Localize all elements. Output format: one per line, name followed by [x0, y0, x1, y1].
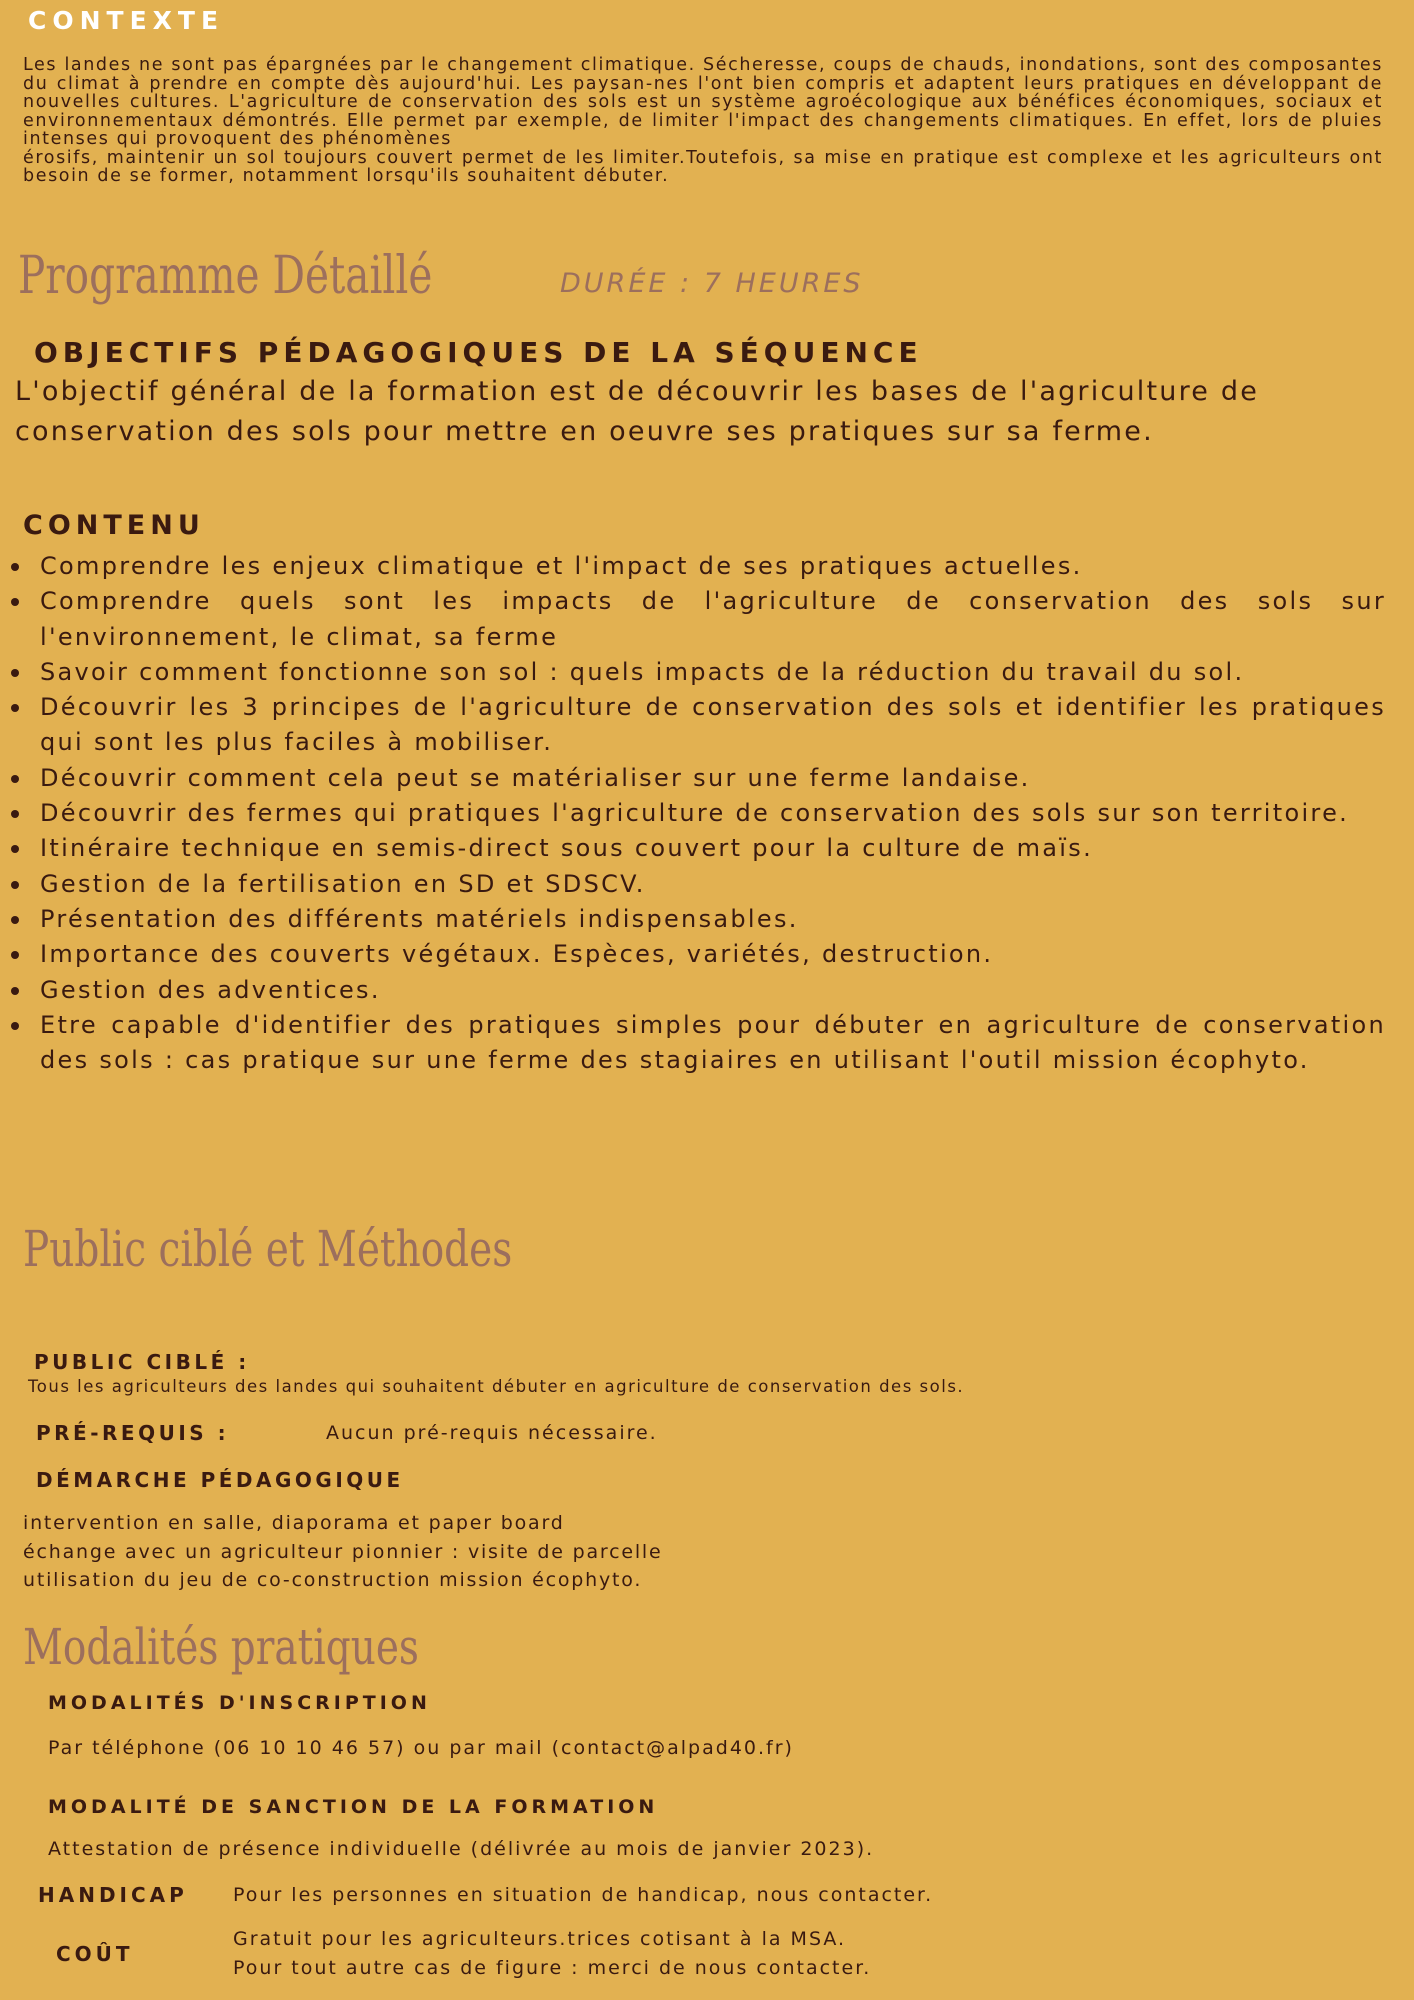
practical-terms-title: Modalités pratiques [23, 1618, 419, 1676]
list-item: Découvrir comment cela peut se matérialiser sur une ferme landaise. [40, 761, 1386, 796]
list-item: Itinéraire technique en semis-direct sous couvert pour la culture de maïs. [40, 831, 1386, 866]
cost-line: Gratuit pour les agriculteurs.trices cotisant à la MSA. [233, 1928, 847, 1950]
content-list [0, 549, 1386, 1078]
registration-label: MODALITÉS D'INSCRIPTION [48, 1692, 431, 1714]
contexte-paragraph-1: Les landes ne sont pas épargnées par le changement climatique. Sécheresse, coups de chauds, inondations, sont des composantes du climat à prendre en compte dès aujourd'hui. Les paysan-nes l'ont bien compris et adaptent leurs pratiques en développant de nouvelles cultures. L'agriculture de conservation des sols est un système agroécologique aux bénéfices économiques, sociaux et environnementaux démontrés. Elle permet par exemple, de limiter l'impact des changements climatiques. En effet, lors de pluies intenses qui provoquent des phénomènes [23, 55, 1383, 149]
list-item: Comprendre les enjeux climatique et l'impact de ses pratiques actuelles. [40, 549, 1386, 584]
registration-text: Par téléphone (06 10 10 46 57) ou par mail (contact@alpad40.fr) [48, 1737, 794, 1759]
contexte-paragraph-2: érosifs, maintenir un sol toujours couvert permet de les limiter.Toutefois, sa mise en pratique est complexe et les agriculteurs ont besoin de se former, notamment lorsqu'ils souhaitent débuter. [23, 147, 1383, 186]
duration-label: DURÉE : 7 HEURES [560, 268, 864, 299]
pedagogy-lines [23, 1509, 663, 1595]
list-item: Comprendre quels sont les impacts de l'agriculture de conservation des sols sur l'environnement, le climat, sa ferme [40, 584, 1386, 655]
public-label: PUBLIC CIBLÉ : [34, 1350, 250, 1374]
programme-title: Programme Détaillé [18, 246, 433, 306]
pedagogy-line: intervention en salle, diaporama et paper board [23, 1512, 565, 1534]
prerequisites-text: Aucun pré-requis nécessaire. [326, 1422, 658, 1444]
list-item: Etre capable d'identifier des pratiques simples pour débuter en agriculture de conservation des sols : cas pratique sur une ferme des stagiaires en utilisant l'outil mission écophyto. [40, 1008, 1386, 1079]
handicap-label: HANDICAP [38, 1883, 188, 1907]
cost-lines [233, 1925, 871, 1983]
objectives-heading: OBJECTIFS PÉDAGOGIQUES DE LA SÉQUENCE [34, 336, 923, 369]
pedagogy-label: DÉMARCHE PÉDAGOGIQUE [36, 1468, 404, 1492]
certification-text: Attestation de présence individuelle (délivrée au mois de janvier 2023). [48, 1838, 875, 1860]
public-text: Tous les agriculteurs des landes qui souhaitent débuter en agriculture de conservation des sols. [28, 1377, 965, 1396]
list-item: Savoir comment fonctionne son sol : quels impacts de la réduction du travail du sol. [40, 655, 1386, 690]
contexte-text [23, 56, 1383, 186]
cost-label: COÛT [56, 1942, 134, 1966]
certification-label: MODALITÉ DE SANCTION DE LA FORMATION [48, 1796, 659, 1818]
public-methods-title: Public ciblé et Méthodes [23, 1220, 513, 1278]
list-item: Importance des couverts végétaux. Espèces, variétés, destruction. [40, 937, 1386, 972]
pedagogy-line: échange avec un agriculteur pionnier : visite de parcelle [23, 1540, 663, 1563]
prerequisites-label: PRÉ-REQUIS : [36, 1421, 230, 1445]
content-heading: CONTENU [23, 510, 205, 541]
list-item: Gestion des adventices. [40, 973, 1386, 1008]
list-item: Découvrir des fermes qui pratiques l'agriculture de conservation des sols sur son territoire. [40, 796, 1386, 831]
list-item: Gestion de la fertilisation en SD et SDSCV. [40, 867, 1386, 902]
list-item: Découvrir les 3 principes de l'agriculture de conservation des sols et identifier les pratiques qui sont les plus faciles à mobiliser. [40, 690, 1386, 761]
objectives-text: L'objectif général de la formation est de découvrir les bases de l'agriculture de conservation des sols pour mettre en oeuvre ses pratiques sur sa ferme. [15, 376, 1260, 447]
list-item: Présentation des différents matériels indispensables. [40, 902, 1386, 937]
handicap-text: Pour les personnes en situation de handicap, nous contacter. [233, 1884, 934, 1906]
pedagogy-line: utilisation du jeu de co-construction mission écophyto. [23, 1569, 643, 1591]
cost-line: Pour tout autre cas de figure : merci de nous contacter. [233, 1957, 872, 1979]
contexte-heading: CONTEXTE [28, 6, 225, 35]
